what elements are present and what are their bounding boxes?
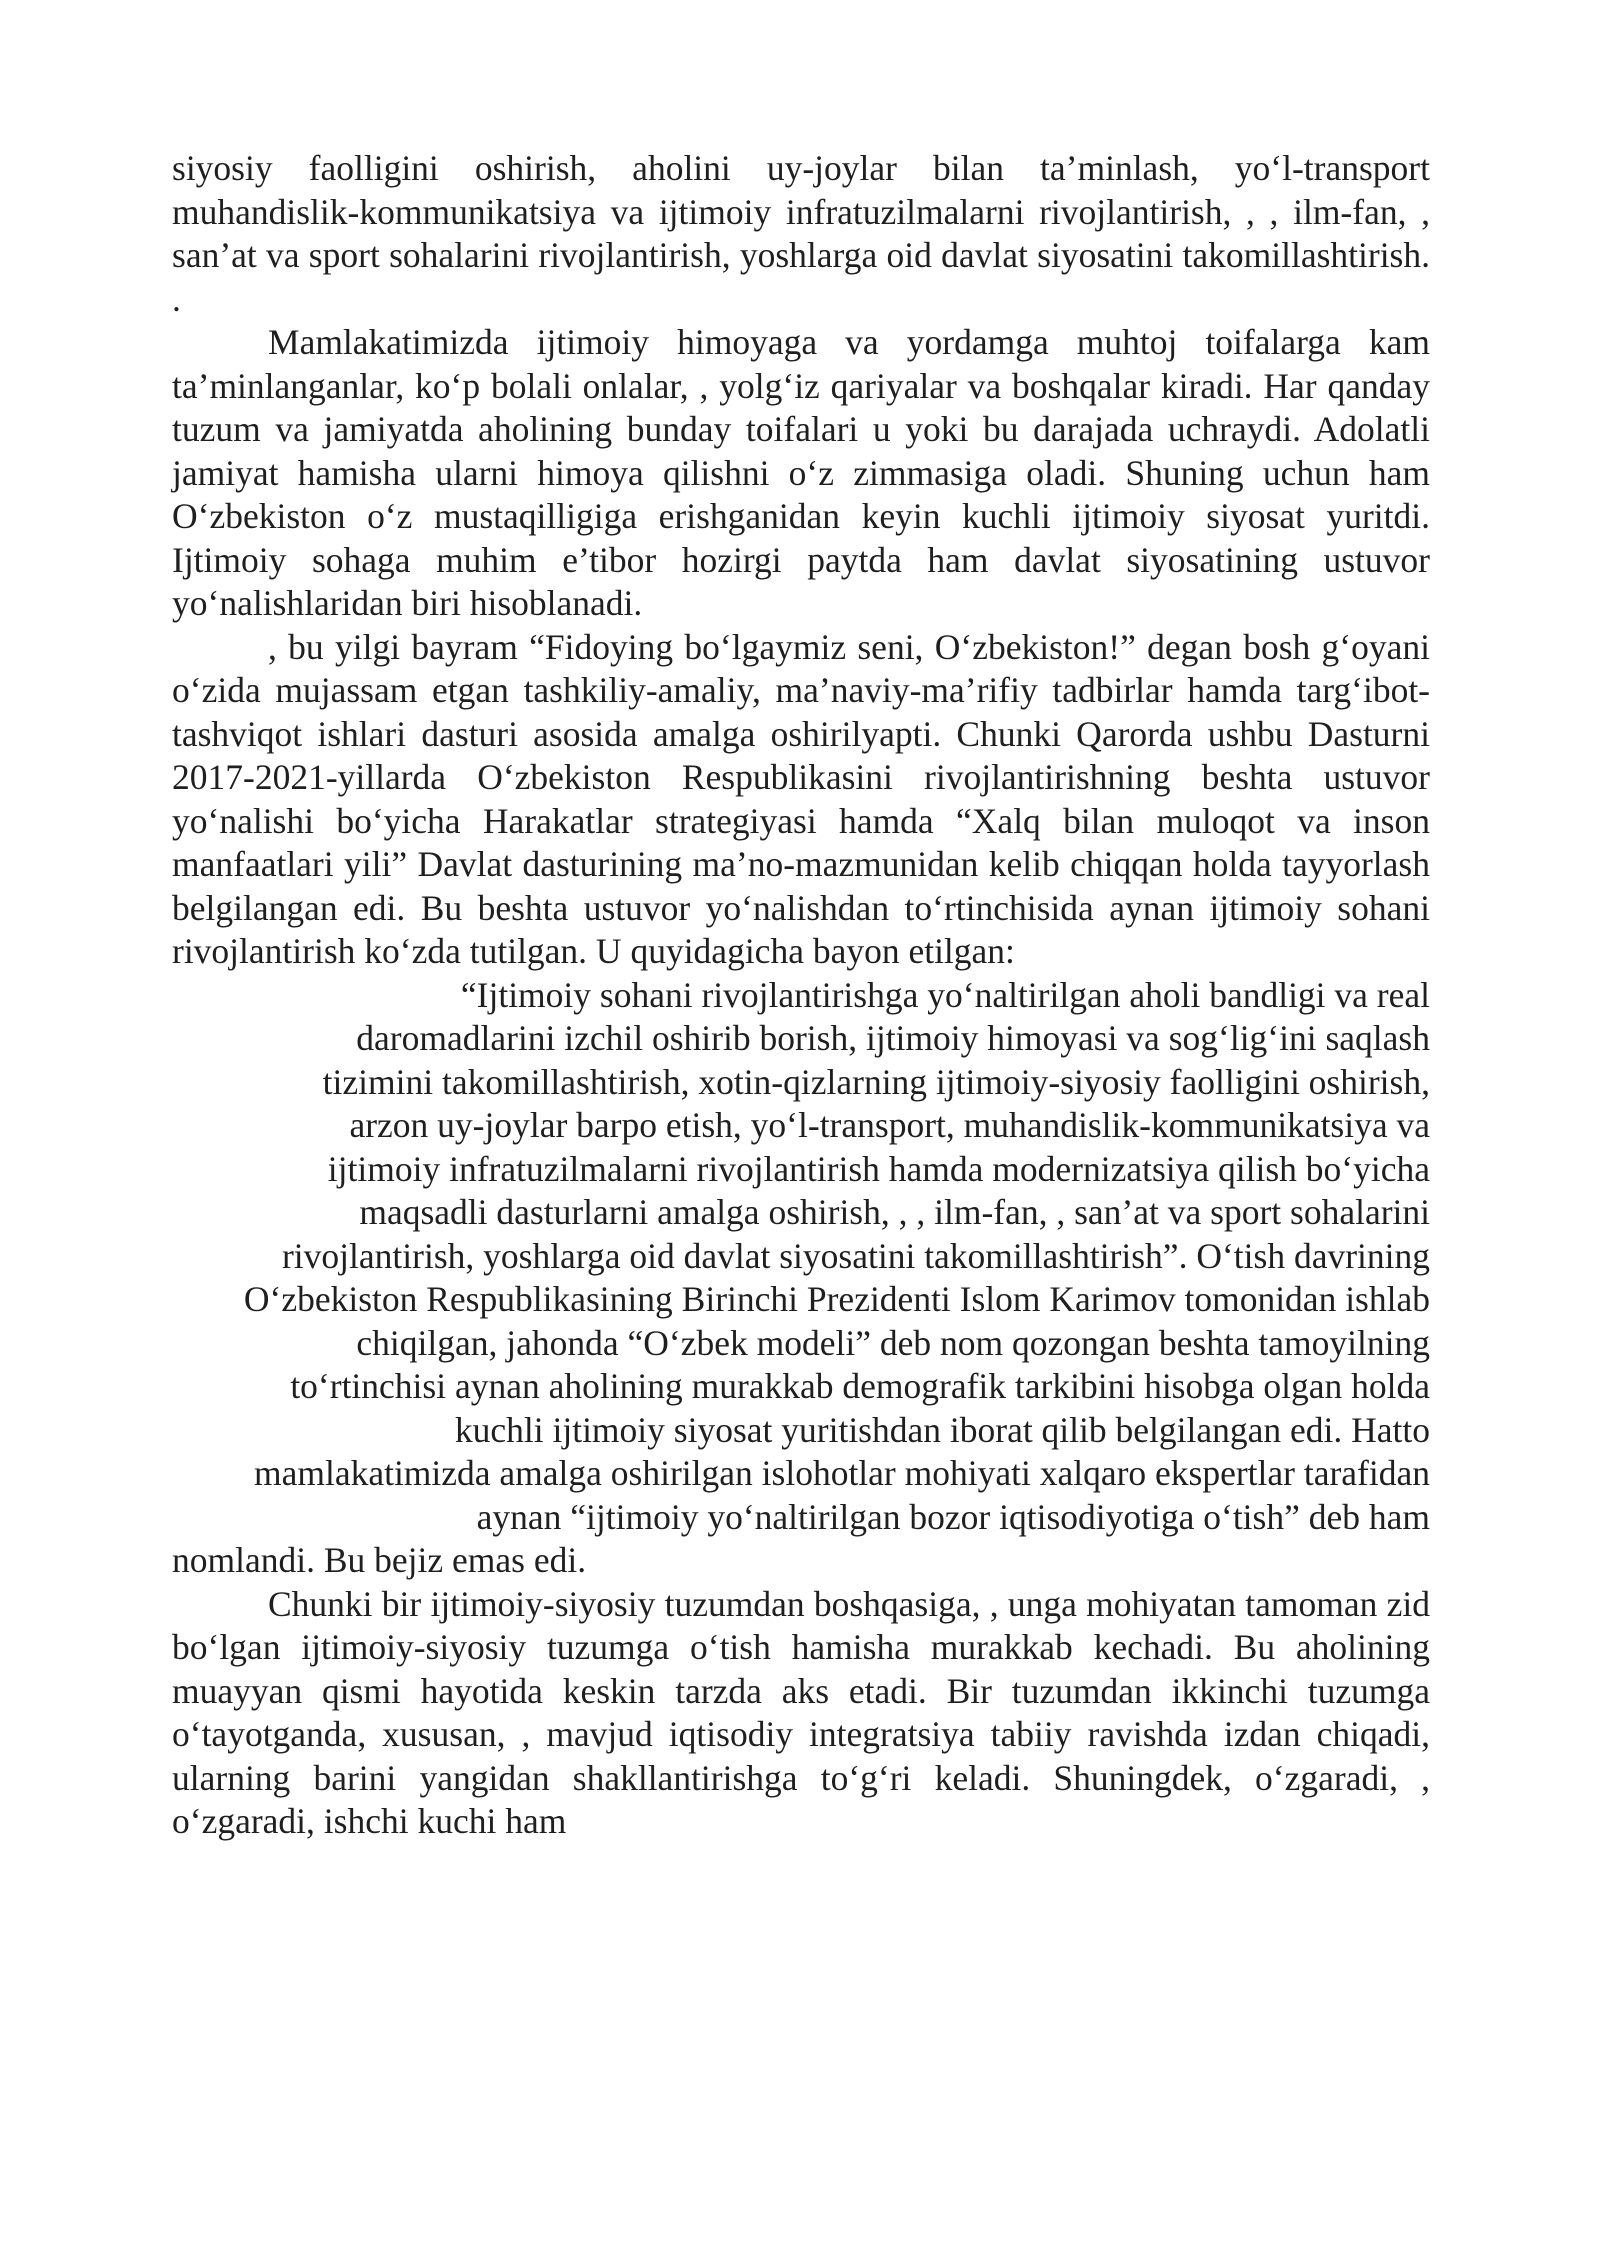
quote-line: maqsadli dasturlarni amalga oshirish, , , ilm-fan, , san’at va sport sohalarini: [359, 1192, 1430, 1232]
paragraph-transition: Chunki bir ijtimoiy-siyosiy tuzumdan boshqasiga, , unga mohiyatan tamoman zid bo‘lgan ijtimoiy-siyosiy tuzumga o‘tish hamisha murakkab kechadi. Bu aholining muayyan qismi hayotida keskin tarzda aks etadi. Bir tuzumdan ikkinchi tuzumga o‘tayotganda, xususan, , mavjud iqtisodiy integratsiya tabiiy ravishda izdan chiqadi, ularning barini yangidan shakllantirishga to‘g‘ri keladi. Shuningdek, o‘zgaradi, , o‘zgaradi, ishchi kuchi ham: [172, 1583, 1430, 1841]
quote-line: ijtimoiy infratuzilmalarni rivojlantirish hamda modernizatsiya qilish bo‘yicha: [327, 1148, 1430, 1189]
quote-line: O‘zbekiston Respublikasining Birinchi Prezidenti Islom Karimov tomonidan ishlab: [243, 1279, 1430, 1319]
quote-line: tizimini takomillashtirish, xotin-qizlarning ijtimoiy-siyosiy faolligini oshirish,: [322, 1061, 1430, 1102]
quoted-strategy-block: [172, 974, 1430, 1583]
quote-line: aynan “ijtimoiy yo‘naltirilgan bozor iqtisodiyotiga o‘tish” deb ham: [476, 1496, 1430, 1537]
quote-line: kuchli ijtimoiy siyosat yuritishdan iborat qilib belgilangan edi. Hatto: [454, 1409, 1430, 1450]
quote-line: rivojlantirish, yoshlarga oid davlat siyosatini takomillashtirish”. O‘tish davrining: [281, 1235, 1430, 1276]
quote-line: to‘rtinchisi aynan aholining murakkab demografik tarkibini hisobga olgan holda: [290, 1366, 1430, 1406]
quote-line: nomlandi. Bu bejiz emas edi.: [172, 1540, 587, 1580]
paragraph-continuation: siyosiy faolligini oshirish, aholini uy-joylar bilan ta’minlash, yo‘l-transport muhandislik-kommunikatsiya va ijtimoiy infratuzilmalarni rivojlantirish, , , ilm-fan, , san’at va sport sohalarini rivojlantirish, yoshlarga oid davlat siyosatini takomillashtirish. .: [172, 148, 1430, 319]
paragraph-social-protection: Mamlakatimizda ijtimoiy himoyaga va yordamga muhtoj toifalarga kam ta’minlanganlar, ko‘p bolali onlalar, , yolg‘iz qariyalar va boshqalar kiradi. Har qanday tuzum va jamiyatda aholining bunday toifalari u yoki bu darajada uchraydi. Adolatli jamiyat hamisha ularni himoya qilishni o‘z zimmasiga oladi. Shuning uchun ham O‘zbekiston o‘z mustaqilligiga erishganidan keyin kuchli ijtimoiy siyosat yuritdi. Ijtimoiy sohaga muhim e’tibor hozirgi paytda ham davlat siyosatining ustuvor yo‘nalishlaridan biri hisoblanadi.: [172, 322, 1430, 623]
document-body: [172, 147, 1430, 1844]
quote-line: mamlakatimizda amalga oshirilgan islohotlar mohiyati xalqaro ekspertlar tarafidan: [253, 1453, 1430, 1493]
quote-line: chiqilgan, jahonda “O‘zbek modeli” deb nom qozongan beshta tamoyilning: [356, 1322, 1430, 1363]
quote-line: “Ijtimoiy sohani rivojlantirishga yo‘naltirilgan aholi bandligi va real: [460, 974, 1430, 1015]
quote-line: arzon uy-joylar barpo etish, yo‘l-transport, muhandislik-kommunikatsiya va: [349, 1105, 1430, 1145]
paragraph-holiday-program: , bu yilgi bayram “Fidoying bo‘lgaymiz seni, O‘zbekiston!” degan bosh g‘oyani o‘zida mujassam etgan tashkiliy-amaliy, ma’naviy-ma’rifiy tadbirlar hamda targ‘ibot-tashviqot ishlari dasturi asosida amalga oshirilyapti. Chunki Qarorda ushbu Dasturni 2017-2021-yillarda O‘zbekiston Respublikasini rivojlantirishning beshta ustuvor yo‘nalishi bo‘yicha Harakatlar strategiyasi hamda “Xalq bilan muloqot va inson manfaatlari yili” Davlat dasturining ma’no-mazmunidan kelib chiqqan holda tayyorlash belgilangan edi. Bu beshta ustuvor yo‘nalishdan to‘rtinchisida aynan ijtimoiy sohani rivojlantirish ko‘zda tutilgan. U quyidagicha bayon etilgan:: [172, 626, 1430, 971]
quote-line: daromadlarini izchil oshirib borish, ijtimoiy himoyasi va sog‘lig‘ini saqlash: [356, 1018, 1430, 1058]
